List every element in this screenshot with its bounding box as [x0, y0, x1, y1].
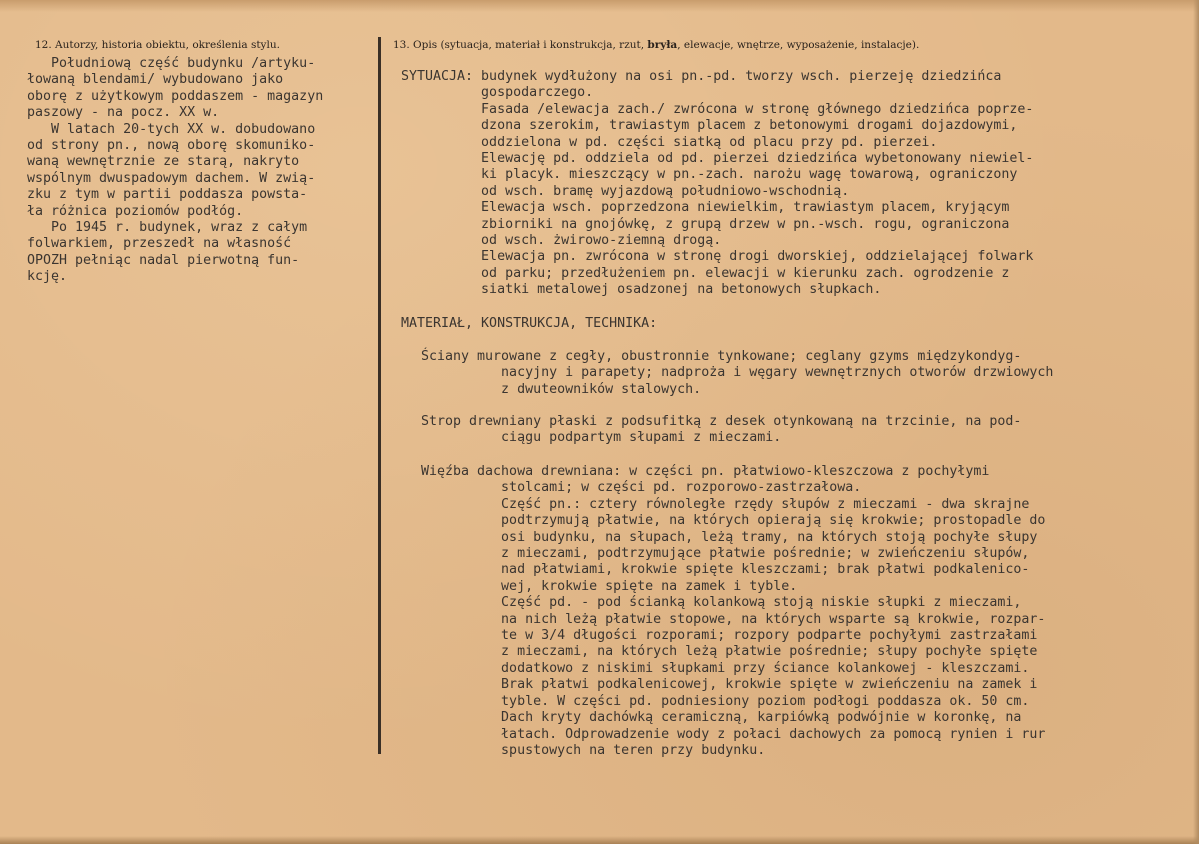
sytuacja-text: SYTUACJA: budynek wydłużony na osi pn.-pd. tworzy wsch. pierzeję dziedzińca gospodarczego. Fasada /elewacja zach./ zwrócona w stronę głównego dziedzińca poprze- dzona szerokim, trawiastym placem z betonowymi drogami dojazdowymi, oddzielona w pd. części siatką od placu przy pd. pierzei. Elewację pd. oddziela od pd. pierzei dziedzińca wybetonowany niewiel- ki placyk. mieszczący w pn.-zach. narożu wagę towarową, ograniczony od wsch. bramę wyjazdową południowo-wschodnią. Elewacja wsch. poprzedzona niewielkim, trawiastym placem, kryjącym zbiorniki na gnojówkę, z grupą drzew w pn.-wsch. rogu, ograniczona od wsch. żwirowo-ziemną drogą. Elewacja pn. zwrócona w stronę drogi dworskiej, oddzielającej folwark od parku; przedłużeniem pn. elewacji w kierunku zach. ogrodzenie z siatki metalowej osadzonej na betonowych słupkach.: [401, 69, 1034, 298]
paper-edge-top: [0, 0, 1199, 12]
section-13-heading-part-1: 13. Opis (sytuacja, materiał i konstrukcja, rzut,: [393, 39, 648, 51]
section-13-heading-part-2: , elewacje, wnętrze, wyposażenie, instalacje).: [677, 39, 920, 51]
section-13-heading-bold: bryła: [647, 39, 678, 51]
section-12-heading: 12. Autorzy, historia obiektu, określenia stylu.: [35, 39, 280, 51]
section-12-text: Południową część budynku /artyku- łowaną blendami/ wybudowano jako oborę z użytkowym poddaszem - magazyn paszowy - na pocz. XX w. W latach 20-tych XX w. dobudowano od strony pn., nową oborę skomuniko- waną wewnętrznie ze starą, nakryto wspólnym dwuspadowym dachem. W zwią- zku z tym w partii poddasza powsta- ła różnica poziomów podłóg. Po 1945 r. budynek, wraz z całym folwarkiem, przeszedł na własność OPOZH pełniąc nadal pierwotną fun- kcję.: [27, 56, 324, 285]
strop-paragraph: Strop drewniany płaski z podsufitką z desek otynkowaną na trzcinie, na pod- ciągu podpartym słupami z mieczami.: [421, 414, 1022, 446]
wiezba-paragraph: Więźba dachowa drewniana: w części pn. płatwiowo-kleszczowa z pochyłymi stolcami; w części pd. rozporowo-zastrzałowa. Część pn.: cztery równoległe rzędy słupów z mieczami - dwa skrajne podtrzymują płatwie, na których opierają się krokwie; prostopadle do osi budynku, na słupach, leżą tramy, na których stoją pochyłe słupy z mieczami, podtrzymujące płatwie pośrednie; w zwieńczeniu słupów, nad płatwiami, krokwie spięte kleszczami; brak płatwi podkalenico- wej, krokwie spięte na zamek i tyble. Część pd. - pod ścianką kolankową stoją niskie słupki z mieczami, na nich leżą płatwie stopowe, na których wsparte są krokwie, rozpar- te w 3/4 długości rozporami; rozpory podparte pochyłymi zastrzałami z mieczami, na których leżą płatwie pośrednie; słupy pochyłe spięte dodatkowo z niskimi słupkami przy ściance kolankowej - kleszczami. Brak płatwi podkalenicowej, krokwie spięte w zwieńczeniu na zamek i tyble. W części pd. podniesiony poziom podłogi poddasza ok. 50 cm. Dach kryty dachówką ceramiczną, karpiówką podwójnie w koronkę, na łatach. Odprowadzenie wody z połaci dachowych za pomocą rynien i rur spustowych na teren przy budynku.: [421, 464, 1046, 758]
sciany-paragraph: Ściany murowane z cegły, obustronnie tynkowane; ceglany gzyms międzykondyg- nacyjny i parapety; nadproża i węgary wewnętrznych otworów drzwiowych z dwuteowników stalowych.: [421, 349, 1054, 397]
material-heading: MATERIAŁ, KONSTRUKCJA, TECHNIKA:: [401, 316, 658, 331]
column-divider: [378, 37, 381, 754]
paper-edge-bottom: [0, 836, 1199, 844]
section-13-heading: [393, 39, 919, 51]
paper-edge-right: [1193, 0, 1199, 844]
